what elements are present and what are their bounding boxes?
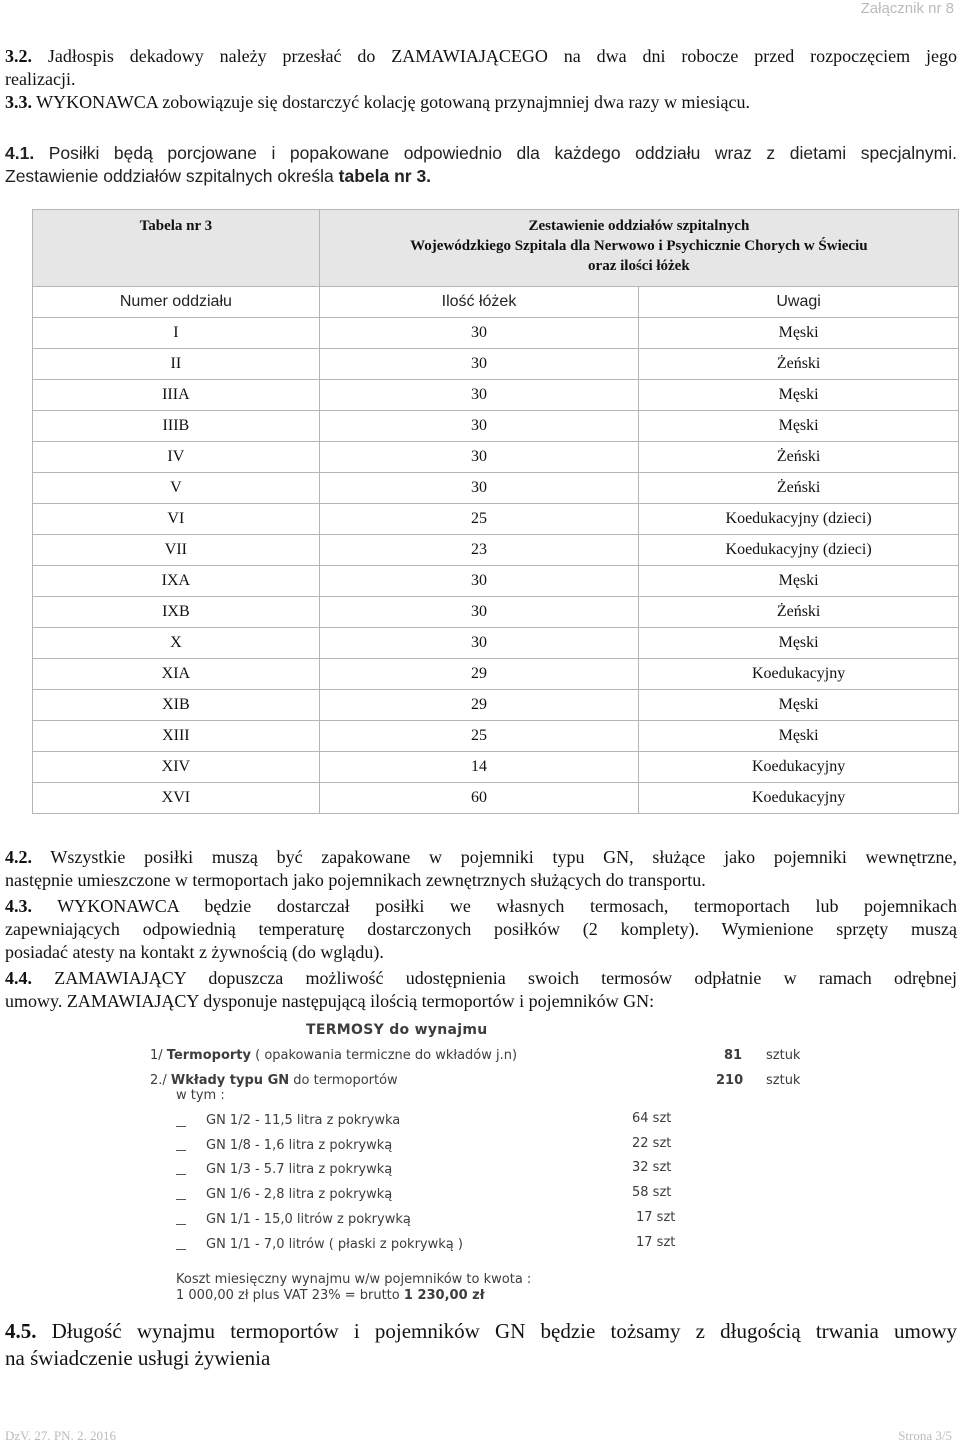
- gn-item-name: GN 1/1 - 7,0 litrów ( płaski z pokrywką ): [206, 1237, 463, 1252]
- gn-item-quantity: 22 szt: [632, 1136, 672, 1151]
- paragraph-number: 4.1.: [5, 143, 35, 163]
- list-dash: [176, 1249, 186, 1250]
- paragraph-4-1: [5, 142, 957, 188]
- list-dash: [176, 1199, 186, 1200]
- paragraph-3-3: [5, 91, 957, 114]
- column-header: Numer oddziału: [33, 287, 320, 318]
- item-quantity: 210: [716, 1073, 744, 1088]
- ward-number: XVI: [33, 783, 320, 814]
- ward-notes: Męski: [639, 318, 959, 349]
- column-header: Ilość łóżek: [319, 287, 638, 318]
- ward-number: IXA: [33, 566, 320, 597]
- paragraph-text: Wszystkie posiłki muszą być zapakowane w pojemniki typu GN, służące jako pojemniki wewnętrzne,: [32, 847, 957, 867]
- ward-notes: Koedukacyjny: [639, 752, 959, 783]
- item-quantity: 81: [724, 1048, 743, 1063]
- list-dash: [176, 1126, 186, 1127]
- document-reference: DzV. 27. PN. 2. 2016: [5, 1428, 116, 1443]
- paragraph-number: 4.2.: [5, 847, 32, 867]
- ward-notes: Żeński: [639, 597, 959, 628]
- table-row: [33, 535, 959, 566]
- including-label: w tym :: [176, 1088, 225, 1103]
- bed-count: 29: [319, 690, 638, 721]
- bed-count: 30: [319, 349, 638, 380]
- gn-inserts-line: [150, 1073, 398, 1088]
- ward-number: XIII: [33, 721, 320, 752]
- paragraph-text: zapewniających odpowiednią temperaturę dostarczonych posiłków (2 komplety). Wymienione sprzęty muszą: [5, 919, 957, 939]
- ward-notes: Męski: [639, 380, 959, 411]
- wards-table: [32, 209, 959, 814]
- gn-item-quantity: 32 szt: [632, 1160, 672, 1175]
- paragraph-text: Posiłki będą porcjowane i popakowane odpowiednio dla każdego oddziału wraz z dietami specjalnymi.: [34, 143, 957, 163]
- paragraph-number: 3.2.: [5, 46, 32, 66]
- gn-item-name: GN 1/3 - 5.7 litra z pokrywką: [206, 1162, 393, 1177]
- ward-notes: Męski: [639, 566, 959, 597]
- bed-count: 25: [319, 504, 638, 535]
- ward-number: I: [33, 318, 320, 349]
- attachment-label: Załącznik nr 8: [860, 0, 954, 17]
- ward-notes: Męski: [639, 690, 959, 721]
- paragraph-text: Jadłospis dekadowy należy przesłać do ZAMAWIAJĄCEGO na dwa dni robocze przed rozpoczęciem jego: [32, 46, 957, 66]
- ward-number: IV: [33, 442, 320, 473]
- column-header: Uwagi: [639, 287, 959, 318]
- table-row: [33, 690, 959, 721]
- table-row: [33, 504, 959, 535]
- ward-notes: Żeński: [639, 473, 959, 504]
- termoporty-line: [150, 1048, 517, 1063]
- table-label: Tabela nr 3: [33, 210, 320, 287]
- table-row: [33, 473, 959, 504]
- gn-item-name: GN 1/2 - 11,5 litra z pokrywka: [206, 1113, 401, 1128]
- table-title-line: Wojewódzkiego Szpitala dla Nerwowo i Psychicznie Chorych w Świeciu: [410, 238, 868, 254]
- ward-notes: Żeński: [639, 349, 959, 380]
- ward-notes: Żeński: [639, 442, 959, 473]
- gn-item-quantity: 64 szt: [632, 1111, 672, 1126]
- bed-count: 30: [319, 318, 638, 349]
- list-dash: [176, 1174, 186, 1175]
- item-number: 2./: [150, 1073, 171, 1088]
- paragraph-text: następnie umieszczone w termoportach jako pojemnikach zewnętrznych służących do transportu.: [5, 870, 706, 890]
- table-row: [33, 721, 959, 752]
- ward-number: XIV: [33, 752, 320, 783]
- paragraph-text: umowy. ZAMAWIAJĄCY dysponuje następującą ilością termoportów i pojemników GN:: [5, 991, 655, 1011]
- table-row: [33, 318, 959, 349]
- ward-number: IXB: [33, 597, 320, 628]
- ward-notes: Męski: [639, 628, 959, 659]
- bed-count: 14: [319, 752, 638, 783]
- paragraph-number: 4.3.: [5, 896, 32, 916]
- list-dash: [176, 1224, 186, 1225]
- gn-item-name: GN 1/1 - 15,0 litrów z pokrywką: [206, 1212, 411, 1227]
- item-name: Wkłady typu GN: [170, 1073, 290, 1088]
- page-number: Strona 3/5: [898, 1428, 952, 1443]
- item-unit: sztuk: [766, 1048, 801, 1063]
- item-unit: sztuk: [766, 1073, 801, 1088]
- bed-count: 30: [319, 473, 638, 504]
- item-description: ( opakowania termiczne do wkładów j.n): [250, 1048, 518, 1063]
- table-row: [33, 566, 959, 597]
- table-title-line: Zestawienie oddziałów szpitalnych: [528, 218, 750, 234]
- monthly-cost-amount: [176, 1288, 485, 1303]
- ward-notes: Koedukacyjny (dzieci): [639, 535, 959, 566]
- scanned-rental-offer: [110, 1018, 850, 1310]
- paragraph-4-3: [5, 895, 957, 964]
- gn-item-quantity: 17 szt: [636, 1235, 676, 1250]
- ward-notes: Męski: [639, 721, 959, 752]
- table-reference: tabela nr 3.: [338, 166, 432, 186]
- table-row: [33, 752, 959, 783]
- cost-net: 1 000,00 zł plus VAT 23% = brutto: [176, 1288, 404, 1303]
- gn-item-quantity: 17 szt: [636, 1210, 676, 1225]
- table-row: [33, 597, 959, 628]
- bed-count: 29: [319, 659, 638, 690]
- item-description: do termoportów: [289, 1073, 398, 1088]
- paragraph-3-2: [5, 45, 957, 91]
- paragraph-4-2: [5, 846, 957, 892]
- table-title: [319, 210, 958, 287]
- ward-number: XIB: [33, 690, 320, 721]
- bed-count: 30: [319, 628, 638, 659]
- table-row: [33, 659, 959, 690]
- bed-count: 30: [319, 380, 638, 411]
- table-row: [33, 380, 959, 411]
- ward-number: XIA: [33, 659, 320, 690]
- rental-title: TERMOSY do wynajmu: [306, 1022, 488, 1038]
- bed-count: 23: [319, 535, 638, 566]
- paragraph-4-5: [5, 1318, 957, 1372]
- cost-gross: 1 230,00 zł: [403, 1288, 485, 1303]
- table-row: [33, 411, 959, 442]
- bed-count: 30: [319, 411, 638, 442]
- ward-number: II: [33, 349, 320, 380]
- ward-number: IIIB: [33, 411, 320, 442]
- ward-notes: Koedukacyjny (dzieci): [639, 504, 959, 535]
- ward-number: IIIA: [33, 380, 320, 411]
- table-row: [33, 628, 959, 659]
- monthly-cost-label: Koszt miesięczny wynajmu w/w pojemników to kwota :: [176, 1272, 532, 1287]
- paragraph-text: WYKONAWCA zobowiązuje się dostarczyć kolację gotowaną przynajmniej dwa razy w miesiącu.: [32, 92, 750, 112]
- table-row: [33, 349, 959, 380]
- paragraph-text: realizacji.: [5, 69, 76, 89]
- ward-notes: Męski: [639, 411, 959, 442]
- table-row: [33, 442, 959, 473]
- item-name: Termoporty: [166, 1048, 251, 1063]
- gn-item-name: GN 1/8 - 1,6 litra z pokrywką: [206, 1138, 393, 1153]
- ward-number: VII: [33, 535, 320, 566]
- paragraph-text: posiadać atesty na kontakt z żywnością (do wglądu).: [5, 942, 384, 962]
- ward-number: V: [33, 473, 320, 504]
- bed-count: 30: [319, 566, 638, 597]
- paragraph-text: ZAMAWIAJĄCY dopuszcza możliwość udostępnienia swoich termosów odpłatnie w ramach odrębnej: [32, 968, 957, 988]
- bed-count: 30: [319, 597, 638, 628]
- paragraph-number: 4.4.: [5, 968, 32, 988]
- gn-item-quantity: 58 szt: [632, 1185, 672, 1200]
- paragraph-text: WYKONAWCA będzie dostarczał posiłki we własnych termosach, termoportach lub pojemnikach: [32, 896, 957, 916]
- table-title-line: oraz ilości łóżek: [588, 258, 690, 274]
- paragraph-text: Zestawienie oddziałów szpitalnych określa: [5, 166, 339, 186]
- list-dash: [176, 1150, 186, 1151]
- paragraph-number: 4.5.: [5, 1319, 37, 1343]
- bed-count: 30: [319, 442, 638, 473]
- paragraph-number: 3.3.: [5, 92, 32, 112]
- ward-notes: Koedukacyjny: [639, 783, 959, 814]
- ward-number: VI: [33, 504, 320, 535]
- ward-number: X: [33, 628, 320, 659]
- item-number: 1/: [150, 1048, 167, 1063]
- bed-count: 25: [319, 721, 638, 752]
- paragraph-text: na świadczenie usługi żywienia: [5, 1346, 271, 1370]
- paragraph-4-4: [5, 967, 957, 1013]
- bed-count: 60: [319, 783, 638, 814]
- ward-notes: Koedukacyjny: [639, 659, 959, 690]
- table-header-row: [33, 287, 959, 318]
- table-row: [33, 783, 959, 814]
- gn-item-name: GN 1/6 - 2,8 litra z pokrywką: [206, 1187, 393, 1202]
- table-title-row: [33, 210, 959, 287]
- paragraph-text: Długość wynajmu termoportów i pojemników GN będzie tożsamy z długością trwania umowy: [36, 1319, 957, 1343]
